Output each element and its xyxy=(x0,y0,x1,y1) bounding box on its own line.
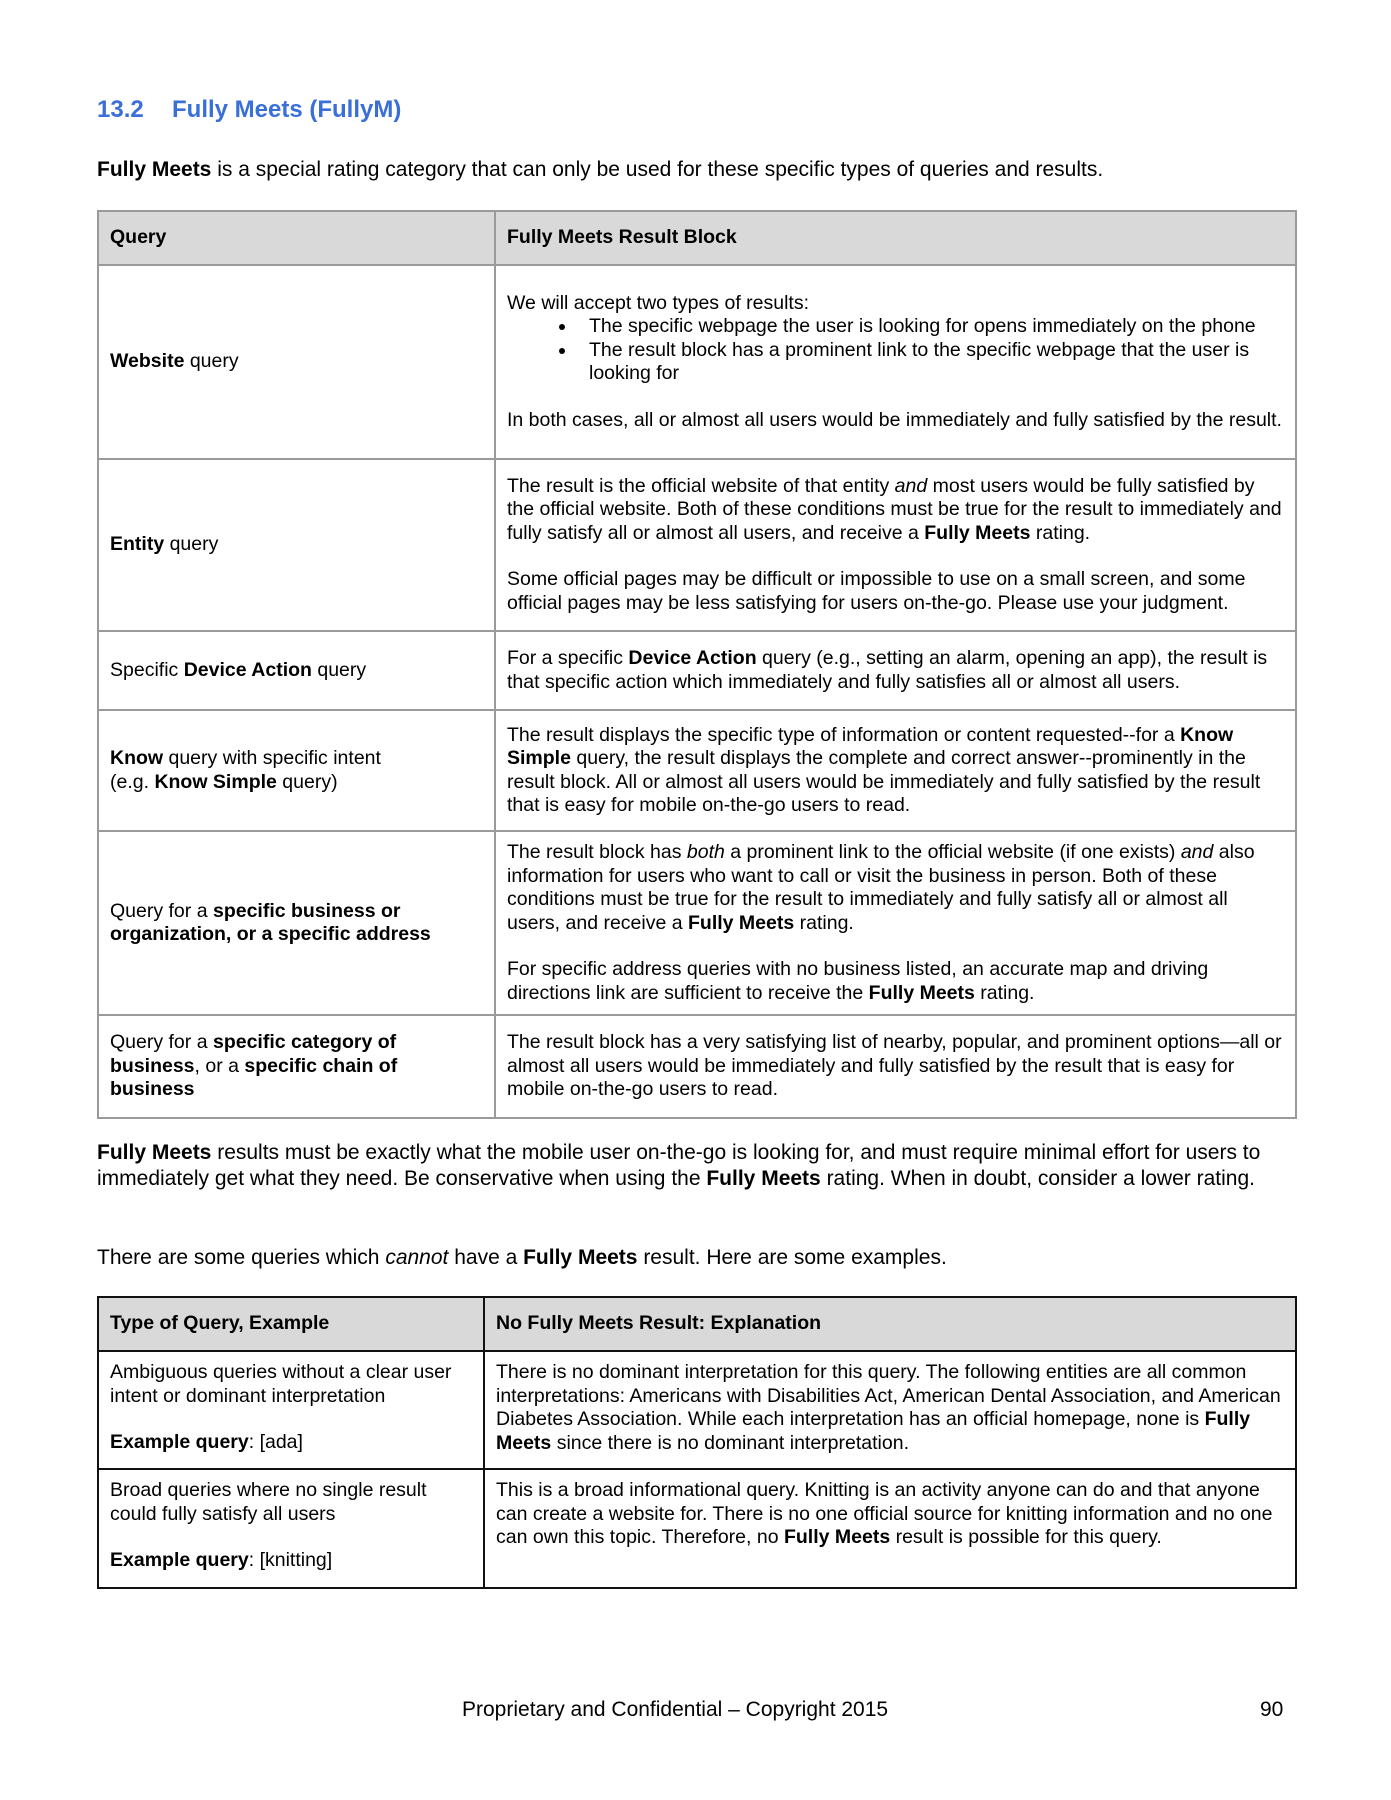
italic-text: and xyxy=(894,474,928,497)
explanation-cell xyxy=(484,1469,1296,1588)
bold-text: Fully Meets xyxy=(924,521,1031,544)
bold-text: Know Simple xyxy=(507,723,1234,769)
table-row xyxy=(98,1015,1296,1118)
text-segment: result is possible for this query. xyxy=(890,1526,1162,1548)
text-segment: This is a broad informational query. Knitting is an activity anyone can do and that anyone can create a website for. There is no one official source for knitting information and no one can own this topic. Therefore, no xyxy=(496,1479,1273,1548)
explanation-cell xyxy=(484,1351,1296,1469)
text-segment: (e.g. xyxy=(110,770,155,793)
page-number: 90 xyxy=(1260,1698,1284,1721)
footer-copyright: Proprietary and Confidential – Copyright 2015 xyxy=(462,1698,889,1721)
bold-text: Website xyxy=(110,350,185,373)
column-header: Fully Meets Result Block xyxy=(495,211,1296,265)
result-paragraph xyxy=(507,409,1284,433)
text-segment: , or a xyxy=(194,1054,245,1077)
text-segment: query with specific intent xyxy=(163,747,381,769)
column-header: Type of Query, Example xyxy=(98,1297,484,1351)
table-row xyxy=(98,631,1296,710)
bold-text: specific category of business xyxy=(110,1031,397,1077)
result-cell xyxy=(495,710,1296,831)
result-cell xyxy=(495,1015,1296,1118)
bold-text: Fully Meets xyxy=(868,981,975,1004)
bold-text: Example query xyxy=(110,1431,249,1453)
text-segment: a prominent link to the official website (if one exists) xyxy=(724,841,1181,863)
text-segment: For specific address queries with no business listed, an accurate map and driving directions link are sufficient to receive the xyxy=(507,958,1209,1004)
section-heading xyxy=(97,98,401,122)
text-segment: result. Here are some examples. xyxy=(637,1246,947,1269)
query-cell xyxy=(98,1015,495,1118)
italic-text: and xyxy=(1180,841,1214,863)
text-segment: query (e.g., setting an alarm, opening an app), the result is that specific action which immediately and fully satisfies all or almost all users. xyxy=(507,647,1268,693)
text-segment: is a special rating category that can only be used for these specific types of queries and results. xyxy=(211,158,1104,181)
result-cell xyxy=(495,265,1296,459)
text-segment: Broad queries where no single result could fully satisfy all users xyxy=(110,1479,427,1525)
bold-text: Fully Meets xyxy=(523,1246,638,1269)
bold-text: Device Action xyxy=(183,658,312,681)
italic-text: both xyxy=(686,841,725,863)
text-segment: In both cases, all or almost all users would be immediately and fully satisfied by the result. xyxy=(507,408,1282,431)
text-segment: rating. xyxy=(974,981,1035,1004)
bold-text: Fully Meets xyxy=(688,911,795,934)
bold-text: Know xyxy=(110,747,164,769)
result-paragraph xyxy=(507,841,1284,935)
table-header-row xyxy=(98,1297,1296,1351)
result-paragraph xyxy=(507,568,1284,615)
text-segment: Query for a xyxy=(110,899,213,922)
text-segment: also information for users who want to call or visit the business in person. Both of these conditions must be true for the result to immediately and fully satisfy all or almost all users, and receive a xyxy=(507,841,1255,934)
query-cell xyxy=(98,631,495,710)
bold-text: specific business or organization, or a specific address xyxy=(110,899,431,945)
text-segment: Specific xyxy=(110,658,184,681)
text-segment: The result is the official website of that entity xyxy=(507,474,895,497)
text-segment: The result displays the specific type of information or content requested--for a xyxy=(507,723,1181,746)
query-type-cell xyxy=(98,1469,484,1588)
cannot-paragraph xyxy=(97,1245,1297,1271)
text-segment: For a specific xyxy=(507,647,629,669)
bold-text: Fully Meets xyxy=(97,1141,212,1164)
column-header: Query xyxy=(98,211,495,265)
list-item: • The specific webpage the user is looking for opens immediately on the phone xyxy=(577,315,1284,339)
bold-text: Device Action xyxy=(628,647,757,669)
bold-text: specific chain of business xyxy=(110,1054,398,1101)
bold-text: Know Simple xyxy=(154,770,277,793)
result-cell xyxy=(495,831,1296,1015)
text-segment: rating. xyxy=(1030,521,1091,544)
table-row xyxy=(98,1469,1296,1588)
text-segment: Some official pages may be difficult or impossible to use on a small screen, and some official pages may be less satisfying for users on-the-go. Please use your judgment. xyxy=(507,568,1246,614)
query-type xyxy=(110,1479,472,1526)
bold-text: Example query xyxy=(110,1549,249,1571)
italic-text: cannot xyxy=(385,1246,449,1269)
query-cell xyxy=(98,265,495,459)
text-segment: We will accept two types of results: xyxy=(507,291,810,314)
text-segment: rating. When in doubt, consider a lower rating. xyxy=(820,1167,1255,1190)
result-paragraph xyxy=(507,475,1284,546)
table-row xyxy=(98,265,1296,459)
text-segment: most users would be fully satisfied by the official website. Both of these conditions must be true for the result to immediately and fully satisfy all or almost all users, and receive a xyxy=(507,474,1282,544)
text-segment: query xyxy=(311,658,367,681)
query-type xyxy=(110,1361,472,1408)
result-cell xyxy=(495,631,1296,710)
text-segment: : [ada] xyxy=(248,1431,303,1453)
example-query xyxy=(110,1431,472,1455)
table-row xyxy=(98,831,1296,1015)
result-paragraph xyxy=(507,958,1284,1005)
text-segment: rating. xyxy=(794,911,854,934)
list-item: • The result block has a prominent link to the specific webpage that the user is looking for xyxy=(577,339,1284,386)
text-segment: query, the result displays the complete and correct answer--prominently in the result block. All or almost all users would be immediately and fully satisfied by the result that is easy for mobile on-the-go users to read. xyxy=(507,747,1261,816)
no-fully-meets-table xyxy=(97,1296,1297,1589)
bullet-list xyxy=(507,315,1284,386)
intro-paragraph xyxy=(97,157,1297,183)
text-segment: Query for a xyxy=(110,1031,213,1054)
text-segment: results must be exactly what the mobile user on-the-go is looking for, and must require minimal effort for users to immediately get what they need. Be conservative when using the xyxy=(97,1141,1261,1190)
text-segment: query) xyxy=(276,770,338,793)
result-cell xyxy=(495,459,1296,631)
column-header: No Fully Meets Result: Explanation xyxy=(484,1297,1296,1351)
fully-meets-table xyxy=(97,210,1297,1119)
query-type-cell xyxy=(98,1351,484,1469)
text-segment: The result block has a very satisfying list of nearby, popular, and prominent options—all or almost all users would be immediately and fully satisfied by the result that is easy for mobile on-the-go users to read. xyxy=(507,1031,1282,1101)
table-row xyxy=(98,710,1296,831)
section-number: 13.2 xyxy=(97,96,144,123)
query-cell xyxy=(98,831,495,1015)
bold-text: Entity xyxy=(110,533,165,556)
conservative-paragraph xyxy=(97,1140,1297,1192)
section-title: Fully Meets (FullyM) xyxy=(172,96,402,123)
query-cell xyxy=(98,459,495,631)
text-segment: The result block has xyxy=(507,841,687,863)
text-segment: Ambiguous queries without a clear user intent or dominant interpretation xyxy=(110,1361,452,1407)
bold-text: Fully Meets xyxy=(783,1526,891,1548)
text-segment: since there is no dominant interpretation. xyxy=(551,1431,909,1454)
text-segment: query xyxy=(164,533,219,556)
bold-text: Fully Meets xyxy=(97,158,212,181)
example-query xyxy=(110,1549,472,1573)
table-header-row xyxy=(98,211,1296,265)
table-row xyxy=(98,459,1296,631)
text-segment: : [knitting] xyxy=(248,1549,333,1571)
text-segment: There is no dominant interpretation for this query. The following entities are all common interpretations: Americans with Disabilities Act, American Dental Association, and American Diabetes Association. While each interpretation has an official homepage, none is xyxy=(496,1361,1281,1430)
bold-text: Fully Meets xyxy=(496,1408,1251,1454)
text-segment: have a xyxy=(448,1246,524,1269)
table-row xyxy=(98,1351,1296,1469)
result-paragraph xyxy=(507,292,1284,316)
text-segment: query xyxy=(184,350,239,373)
text-segment: There are some queries which xyxy=(97,1246,386,1269)
query-cell xyxy=(98,710,495,831)
bold-text: Fully Meets xyxy=(706,1167,821,1190)
